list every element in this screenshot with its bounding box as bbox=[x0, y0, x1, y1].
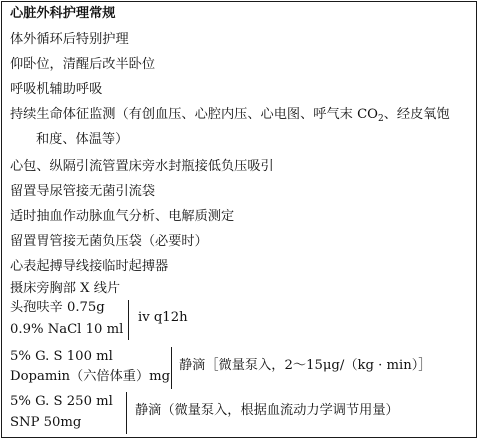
prescription-3-drug-1: 5% G. S 250 ml bbox=[10, 394, 113, 409]
prescription-3-bracket bbox=[126, 392, 127, 434]
prescription-1-bracket bbox=[128, 300, 129, 340]
document-title: 心脏外科护理常规 bbox=[10, 6, 116, 21]
order-line-3: 呼吸机辅助呼吸 bbox=[10, 82, 103, 97]
prescription-2-drug-2: Dopamin（六倍体重）mg bbox=[10, 369, 171, 384]
prescription-2-bracket bbox=[171, 347, 172, 389]
order-line-6: 留置导尿管接无菌引流袋 bbox=[10, 184, 156, 199]
prescription-1 bbox=[10, 300, 310, 344]
order-line-10: 摄床旁胸部 X 线片 bbox=[10, 281, 121, 296]
prescription-1-drug-1: 头孢呋辛 0.75g bbox=[10, 300, 105, 315]
order-line-4-text: 持续生命体征监测（有创血压、心腔内压、心电图、呼气末 CO bbox=[10, 107, 378, 122]
order-line-2: 仰卧位，清醒后改半卧位 bbox=[10, 57, 156, 72]
order-line-5: 心包、纵隔引流管置床旁水封瓶接低负压吸引 bbox=[10, 159, 274, 174]
order-line-7: 适时抽血作动脉血气分析、电解质测定 bbox=[10, 209, 235, 224]
co2-subscript: 2 bbox=[377, 114, 384, 124]
order-line-8: 留置胃管接无菌负压袋（必要时） bbox=[10, 234, 208, 249]
prescription-2-instruction: 静滴［微量泵入，2～15μg/（kg · min）］ bbox=[179, 358, 432, 373]
prescription-3 bbox=[10, 394, 470, 434]
nursing-order-document bbox=[1, 1, 477, 438]
prescription-3-drug-2: SNP 50mg bbox=[10, 415, 82, 430]
prescription-1-drug-2: 0.9% NaCl 10 ml bbox=[10, 322, 124, 337]
order-line-9: 心表起搏导线接临时起搏器 bbox=[10, 259, 169, 274]
prescription-2 bbox=[10, 349, 470, 389]
order-line-4-tail: 、经皮氧饱 bbox=[383, 107, 450, 122]
order-line-1: 体外循环后特别护理 bbox=[10, 32, 129, 47]
order-line-4-continued: 和度、体温等） bbox=[36, 132, 129, 147]
prescription-3-instruction: 静滴（微量泵入，根据血流动力学调节用量） bbox=[135, 403, 399, 418]
prescription-1-instruction: iv q12h bbox=[138, 310, 188, 325]
prescription-2-drug-1: 5% G. S 100 ml bbox=[10, 349, 113, 364]
order-line-4 bbox=[10, 107, 450, 123]
